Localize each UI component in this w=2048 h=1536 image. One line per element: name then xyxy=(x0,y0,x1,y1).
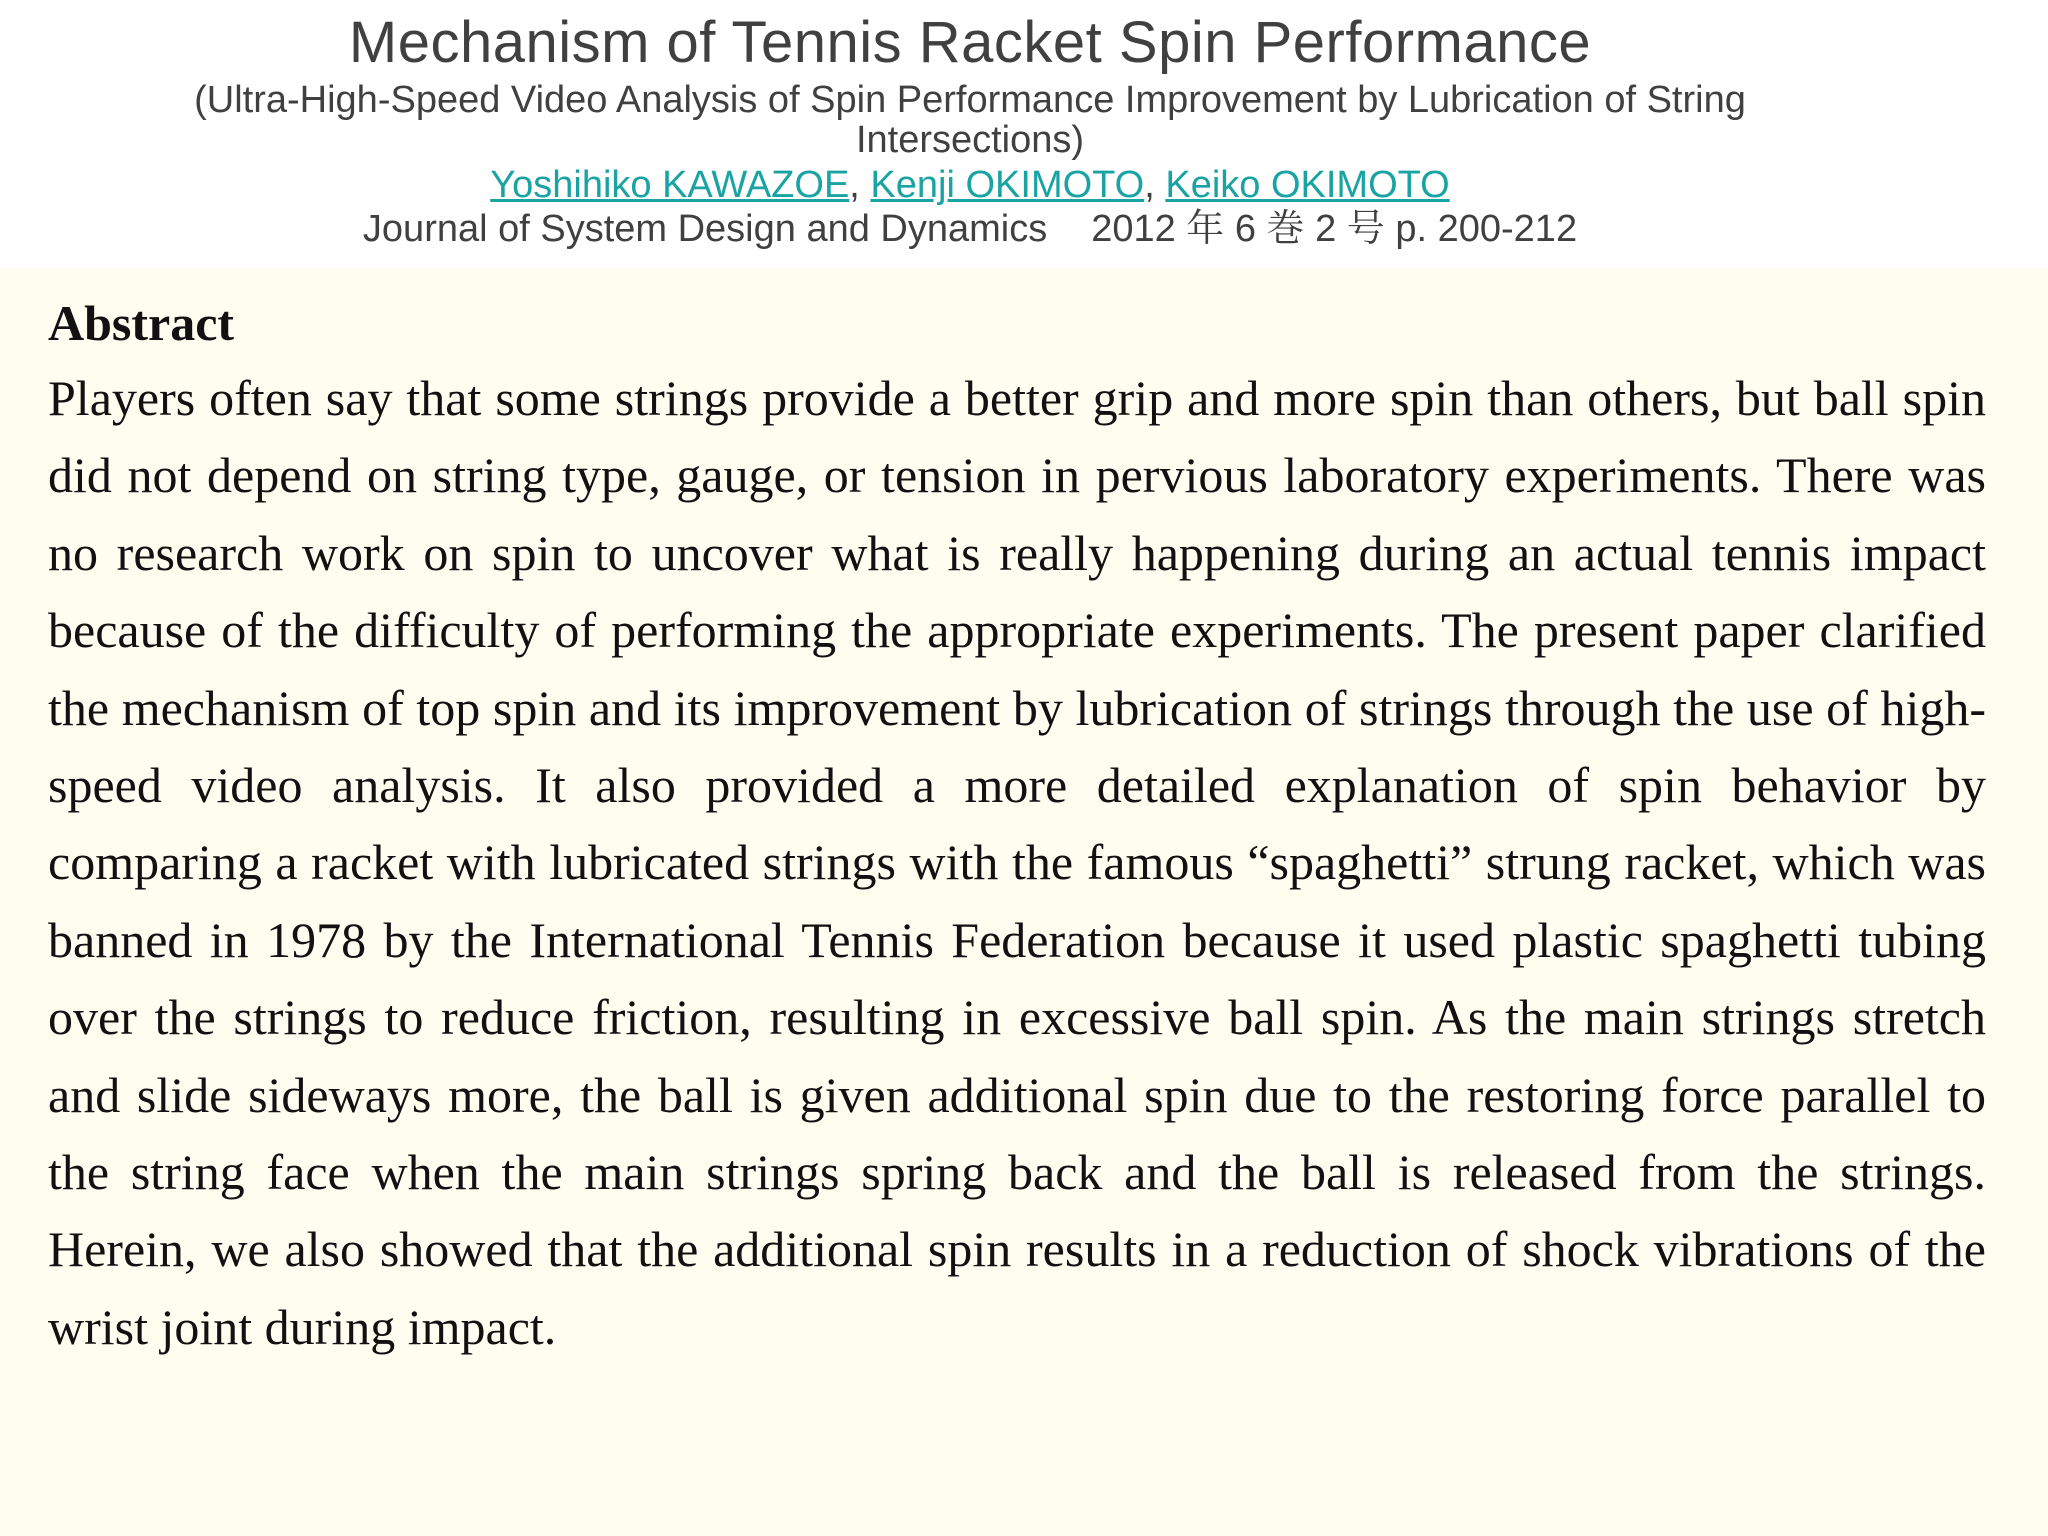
paper-subtitle: (Ultra-High-Speed Video Analysis of Spin Performance Improvement by Lubrication of String Intersections) xyxy=(194,79,1746,161)
abstract-panel xyxy=(0,268,2048,1536)
journal-citation: 2012 年 6 巻 2 号 p. 200-212 xyxy=(1091,208,1578,250)
author-link-keiko-okimoto[interactable]: Keiko OKIMOTO xyxy=(1165,164,1450,206)
author-list xyxy=(0,162,1940,208)
paper-header xyxy=(0,0,2048,268)
abstract-heading: Abstract xyxy=(48,295,235,351)
author-link-kenji-okimoto[interactable]: Kenji OKIMOTO xyxy=(870,164,1145,206)
abstract-body: Players often say that some strings provide a better grip and more spin than others, but ball spin did not depend on string type, gauge, or tension in pervious laboratory experiments. There was no research work on spin to uncover what is really happening during an actual tennis impact because of the difficulty of performing the appropriate experiments. The present paper clarified the mechanism of top spin and its improvement by lubrication of strings through the use of high-speed video analysis. It also provided a more detailed explanation of spin behavior by comparing a racket with lubricated strings with the famous “spaghetti” strung racket, which was banned in 1978 by the International Tennis Federation because it used plastic spaghetti tubing over the strings to reduce friction, resulting in excessive ball spin. As the main strings stretch and slide sideways more, the ball is given additional spin due to the restoring force parallel to the string face when the main strings spring back and the ball is released from the strings. Herein, we also showed that the additional spin results in a reduction of shock vibrations of the wrist joint during impact. xyxy=(48,370,1986,1355)
author-separator: , xyxy=(849,164,871,206)
journal-line xyxy=(0,206,1940,252)
paper-title: Mechanism of Tennis Racket Spin Performance xyxy=(348,10,1592,75)
author-link-kawazoe[interactable]: Yoshihiko KAWAZOE xyxy=(490,164,850,206)
author-separator: , xyxy=(1144,164,1166,206)
journal-name: Journal of System Design and Dynamics xyxy=(362,208,1048,250)
